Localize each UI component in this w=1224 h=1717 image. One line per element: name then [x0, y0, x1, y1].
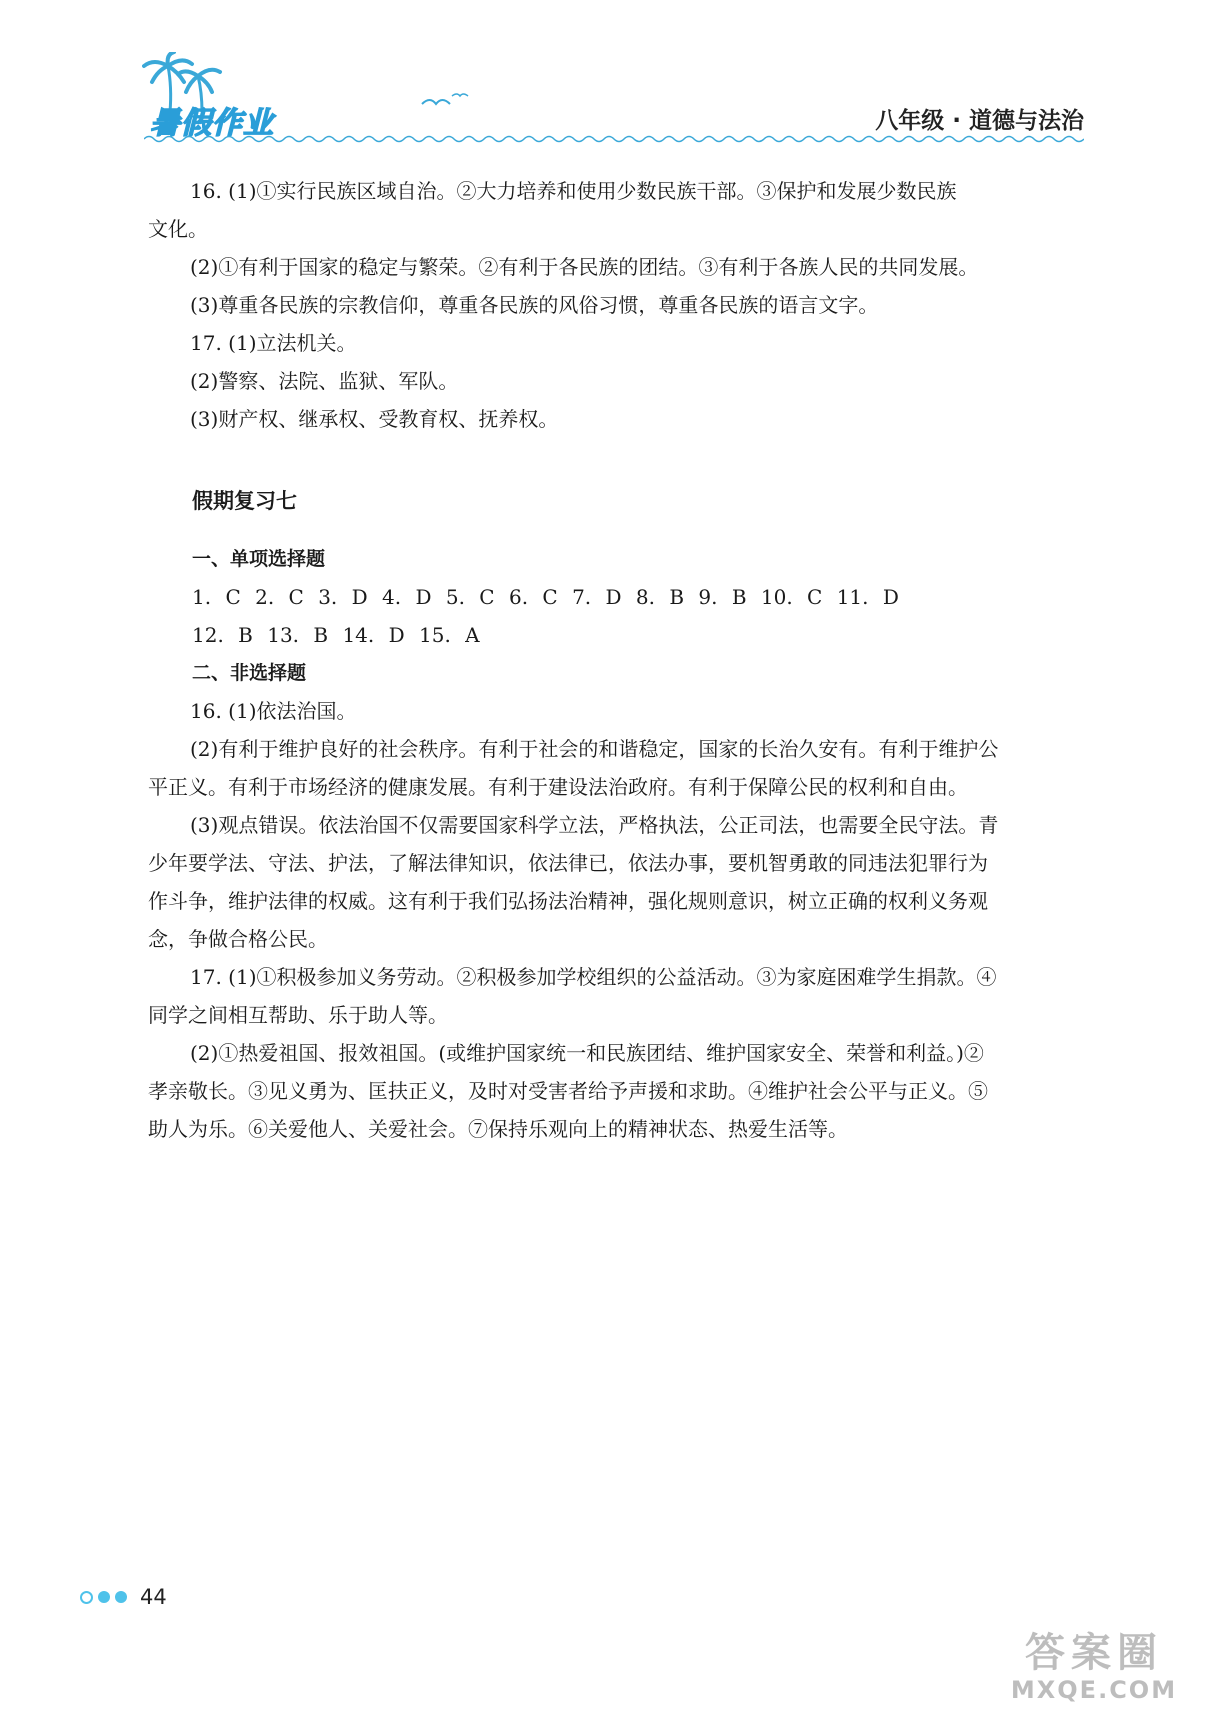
watermark-line2: MXQE.COM [1010, 1676, 1178, 1704]
section-title: 假期复习七 [192, 489, 297, 513]
q16-3-line3: 作斗争，维护法律的权威。这有利于我们弘扬法治精神，强化规则意识，树立正确的权利义务观 [148, 889, 988, 913]
q16-2-line1: (2)有利于维护良好的社会秩序。有利于社会的和谐稳定，国家的长治久安有。有利于维护公 [190, 737, 999, 761]
page-dot-icon [80, 1591, 93, 1604]
watermark [984, 1630, 1204, 1715]
q16-3-line1: (3)观点错误。依法治国不仅需要国家科学立法，严格执法，公正司法，也需要全民守法。青 [190, 813, 999, 837]
answer-content [148, 172, 1088, 1148]
q17-1-line1: 17. (1)①积极参加义务劳动。②积极参加学校组织的公益活动。③为家庭困难学生捐款。④ [190, 965, 997, 989]
page-header [0, 0, 1224, 150]
part1-q17-1: 17. (1)立法机关。 [190, 331, 357, 355]
q17-2-line1: (2)①热爱祖国、报效祖国。(或维护国家统一和民族团结、维护国家安全、荣誉和利益。)② [190, 1041, 984, 1065]
page-number: 44 [140, 1585, 167, 1609]
part1-q17-3: (3)财产权、继承权、受教育权、抚养权。 [190, 407, 559, 431]
choice-answers-line2: 12. B 13. B 14. D 15. A [192, 623, 480, 647]
q16-3-line2: 少年要学法、守法、护法，了解法律知识，依法律已，依法办事，要机智勇敢的同违法犯罪行为 [148, 851, 988, 875]
subject-title: 八年级 · 道德与法治 [875, 108, 1084, 134]
part1-q16-1-line2: 文化。 [148, 217, 208, 241]
page-dot-icon [115, 1591, 127, 1603]
part1-q17-2: (2)警察、法院、监狱、军队。 [190, 369, 459, 393]
q17-2-line3: 助人为乐。⑥关爱他人、关爱社会。⑦保持乐观向上的精神状态、热爱生活等。 [148, 1117, 848, 1141]
non-choice-title: 二、非选择题 [192, 662, 307, 684]
q17-1-line2: 同学之间相互帮助、乐于助人等。 [148, 1003, 448, 1027]
q16-2-line2: 平正义。有利于市场经济的健康发展。有利于建设法治政府。有利于保障公民的权利和自由。 [148, 775, 968, 799]
single-choice-title: 一、单项选择题 [192, 548, 326, 570]
page-footer [80, 1582, 167, 1612]
choice-answers-line1: 1. C 2. C 3. D 4. D 5. C 6. C 7. D 8. B 9. B 10. C 11. D [192, 585, 899, 609]
part1-q16-3: (3)尊重各民族的宗教信仰，尊重各民族的风俗习惯，尊重各民族的语言文字。 [190, 293, 879, 317]
logo-title: 暑假作业 [150, 106, 274, 141]
q16-1: 16. (1)依法治国。 [190, 699, 357, 723]
watermark-line1: 答案圈 [1025, 1630, 1163, 1676]
wave-divider [144, 134, 1084, 144]
page-dot-icon [98, 1591, 110, 1603]
q16-3-line4: 念，争做合格公民。 [148, 927, 328, 951]
part1-q16-2: (2)①有利于国家的稳定与繁荣。②有利于各民族的团结。③有利于各族人民的共同发展。 [190, 255, 979, 279]
part1-q16-1-line1: 16. (1)①实行民族区域自治。②大力培养和使用少数民族干部。③保护和发展少数民族 [190, 179, 957, 203]
q17-2-line2: 孝亲敬长。③见义勇为、匡扶正义，及时对受害者给予声援和求助。④维护社会公平与正义。⑤ [148, 1079, 988, 1103]
seagull-icon [420, 90, 470, 112]
